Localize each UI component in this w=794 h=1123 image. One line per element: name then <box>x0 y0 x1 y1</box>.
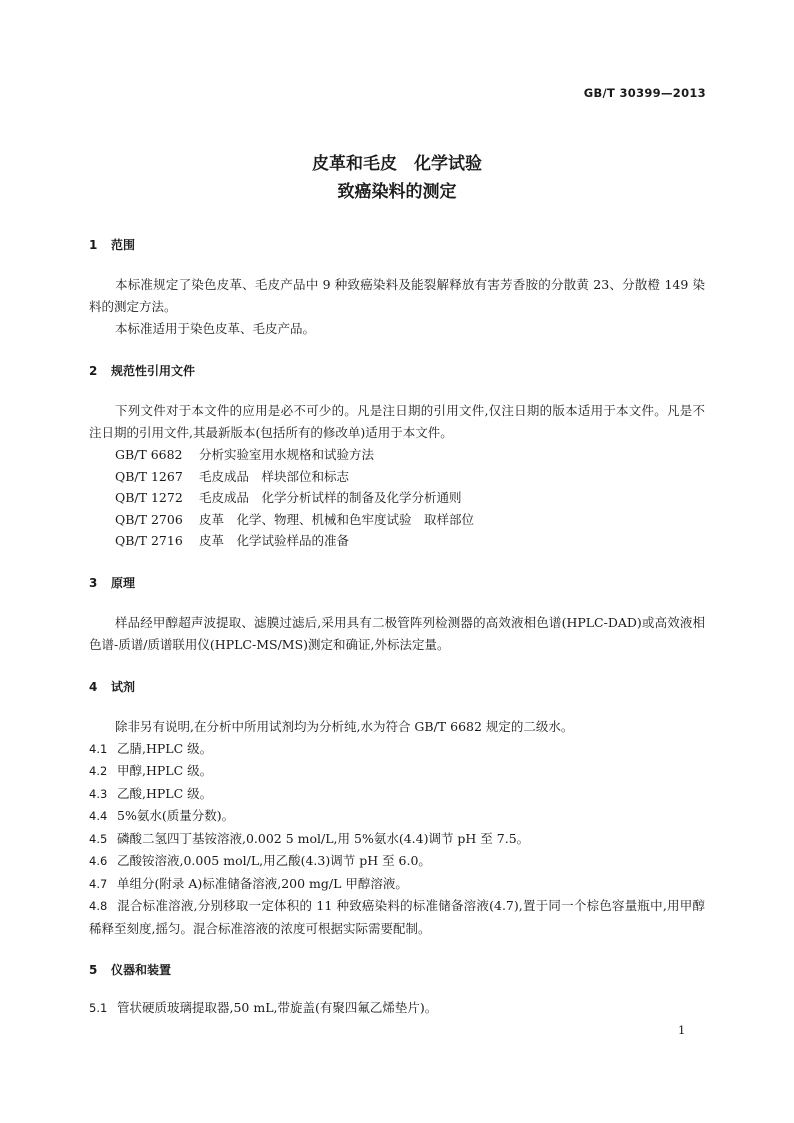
clause-number: 4.3 <box>89 786 108 801</box>
reference-code: QB/T 1272 <box>115 490 183 505</box>
section-number: 5 <box>89 963 98 977</box>
reagent-item <box>89 828 705 851</box>
reagent-item <box>89 760 705 783</box>
clause-text: 乙酸铵溶液,0.005 mol/L,用乙酸(4.3)调节 pH 至 6.0。 <box>117 853 431 868</box>
section-title: 仪器和装置 <box>111 963 172 977</box>
clause-text: 磷酸二氢四丁基铵溶液,0.002 5 mol/L,用 5%氨水(4.4)调节 pH 至 7.5。 <box>117 830 530 846</box>
clause-number: 4.4 <box>89 809 108 823</box>
clause-text: 混合标准溶液,分别移取一定体积的 11 种致癌染料的标准储备溶液(4.7),置于同一个棕色容量瓶中,用甲醇稀释至刻度,摇匀。混合标准溶液的浓度可根据实际需要配制。 <box>89 898 705 936</box>
reagent-item <box>89 850 705 873</box>
section-1-heading <box>89 234 705 256</box>
reference-title: 分析实验室用水规格和试验方法 <box>199 447 375 462</box>
section-5-heading <box>89 959 705 981</box>
reagent-item <box>89 783 705 806</box>
reagent-item <box>89 873 705 896</box>
principle-paragraph: 样品经甲醇超声波提取、滤膜过滤后,采用具有二极管阵列检测器的高效液相色谱(HPLC-DAD)或高效液相色谱-质谱/质谱联用仪(HPLC-MS/MS)测定和确证,外标法定量。 <box>89 614 705 652</box>
reference-item <box>89 466 705 488</box>
reference-title: 皮革 化学试验样品的准备 <box>199 533 350 548</box>
clause-number: 4.5 <box>89 831 108 846</box>
reference-title: 皮革 化学、物理、机械和色牢度试验 取样部位 <box>199 511 475 527</box>
document-body <box>89 234 705 1020</box>
clause-number: 4.6 <box>89 854 108 868</box>
section-4-heading <box>89 676 705 698</box>
clause-number: 4.7 <box>89 876 108 891</box>
clause-text: 5%氨水(质量分数)。 <box>117 808 235 823</box>
reference-item <box>89 487 705 509</box>
reagents-intro: 除非另有说明,在分析中所用试剂均为分析纯,水为符合 GB/T 6682 规定的二级水。 <box>115 718 574 734</box>
reference-code: QB/T 1267 <box>115 468 183 484</box>
scope-paragraph-1: 本标准规定了染色皮革、毛皮产品中 9 种致癌染料及能裂解释放有害芳香胺的分散黄 23、分散橙 149 染料的测定方法。 <box>89 277 705 314</box>
section-2-heading <box>89 360 705 382</box>
section-title: 规范性引用文件 <box>111 364 196 378</box>
normative-intro: 下列文件对于本文件的应用是必不可少的。凡是注日期的引用文件,仅注日期的版本适用于本文件。凡是不注日期的引用文件,其最新版本(包括所有的修改单)适用于本文件。 <box>89 403 705 440</box>
clause-number: 4.2 <box>89 764 108 778</box>
reagent-item <box>89 895 705 939</box>
section-number: 3 <box>89 575 98 590</box>
reference-item <box>89 509 705 531</box>
clause-text: 乙酸,HPLC 级。 <box>117 785 213 801</box>
reference-item <box>89 530 705 552</box>
clause-number: 4.8 <box>89 899 108 913</box>
section-title: 范围 <box>111 238 136 252</box>
reagent-item <box>89 805 705 828</box>
reference-title: 毛皮成品 样块部位和标志 <box>199 468 350 484</box>
clause-text: 单组分(附录 A)标准储备溶液,200 mg/L 甲醇溶液。 <box>117 875 408 891</box>
reference-title: 毛皮成品 化学分析试样的制备及化学分析通则 <box>199 490 462 505</box>
title-line-2: 致癌染料的测定 <box>337 182 457 202</box>
reagent-item <box>89 738 705 761</box>
section-number: 1 <box>89 238 98 252</box>
reference-code: QB/T 2716 <box>115 533 183 548</box>
clause-text: 甲醇,HPLC 级。 <box>117 763 213 778</box>
clause-text: 乙腈,HPLC 级。 <box>117 740 213 756</box>
section-number: 4 <box>89 679 98 694</box>
section-number: 2 <box>89 364 98 378</box>
reference-item <box>89 444 705 466</box>
scope-paragraph-2: 本标准适用于染色皮革、毛皮产品。 <box>115 321 316 336</box>
section-title: 试剂 <box>111 679 136 694</box>
reference-code: GB/T 6682 <box>115 447 183 462</box>
apparatus-item <box>89 997 705 1020</box>
clause-text: 管状硬质玻璃提取器,50 mL,带旋盖(有聚四氟乙烯垫片)。 <box>117 1000 438 1015</box>
title-line-1: 皮革和毛皮 化学试验 <box>312 154 482 174</box>
clause-number: 4.1 <box>89 741 108 756</box>
reference-code: QB/T 2706 <box>115 511 183 527</box>
standard-code: GB/T 30399—2013 <box>583 86 706 100</box>
section-3-heading <box>89 572 705 594</box>
clause-number: 5.1 <box>89 1001 108 1015</box>
section-title: 原理 <box>111 575 136 590</box>
page-number: 1 <box>678 1023 686 1037</box>
document-title <box>0 150 794 206</box>
